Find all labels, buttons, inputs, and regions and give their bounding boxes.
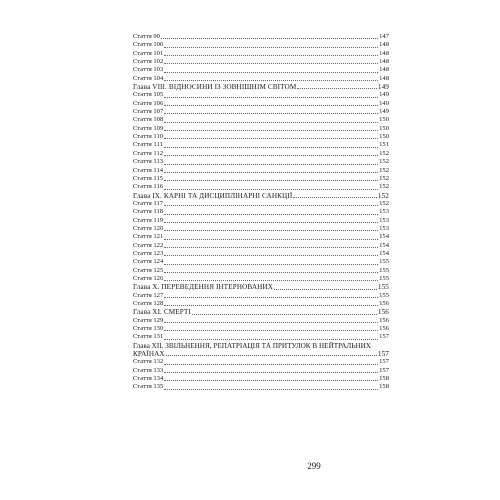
toc-entry-page: 155 bbox=[379, 258, 389, 266]
toc-entry-label: Стаття 117 bbox=[133, 199, 164, 207]
toc-entry-page: 148 bbox=[379, 66, 389, 74]
toc-entry-label: Стаття 115 bbox=[133, 174, 164, 182]
dot-leader bbox=[297, 88, 377, 89]
toc-entry-label: Стаття 112 bbox=[133, 149, 164, 157]
toc-entry-page: 148 bbox=[379, 41, 389, 49]
toc-entry-page: 152 bbox=[379, 149, 389, 157]
toc-entry-label: Стаття 127 bbox=[133, 291, 164, 299]
dot-leader bbox=[164, 105, 378, 106]
toc-entry-page: 158 bbox=[379, 375, 389, 383]
toc-chapter-entry[interactable] bbox=[133, 308, 389, 316]
toc-entry-label: Стаття 133 bbox=[133, 366, 164, 374]
toc-entry-page: 152 bbox=[379, 158, 389, 166]
toc-entry-label: Стаття 129 bbox=[133, 316, 164, 324]
toc-entry-label: Стаття 105 bbox=[133, 91, 164, 99]
dot-leader bbox=[164, 113, 378, 114]
dot-leader bbox=[164, 389, 378, 390]
toc-entry-label: Стаття 103 bbox=[133, 66, 164, 74]
dot-leader bbox=[164, 297, 378, 298]
toc-entry-label: Стаття 106 bbox=[133, 99, 164, 107]
toc-article-entry[interactable] bbox=[133, 167, 389, 175]
toc-entry-page: 150 bbox=[379, 124, 389, 132]
toc-article-entry[interactable] bbox=[133, 50, 389, 58]
toc-entry-page: 155 bbox=[379, 274, 389, 282]
toc-entry-page: 154 bbox=[379, 249, 389, 257]
toc-chapter-entry[interactable] bbox=[133, 83, 389, 91]
toc-article-entry[interactable] bbox=[133, 33, 389, 41]
toc-entry-page: 155 bbox=[379, 266, 389, 274]
toc-entry-label: Стаття 108 bbox=[133, 116, 164, 124]
dot-leader bbox=[164, 339, 378, 340]
toc-article-entry[interactable] bbox=[133, 208, 389, 216]
dot-leader bbox=[164, 122, 378, 123]
toc-entry-page: 148 bbox=[379, 49, 389, 57]
dot-leader bbox=[164, 247, 378, 248]
toc-chapter-entry[interactable] bbox=[133, 350, 389, 358]
toc-entry-page: 149 bbox=[379, 91, 389, 99]
toc-article-entry[interactable] bbox=[133, 116, 389, 124]
toc-article-entry[interactable] bbox=[133, 141, 389, 149]
toc-entry-page: 153 bbox=[379, 208, 389, 216]
toc-article-entry[interactable] bbox=[133, 317, 389, 325]
toc-entry-page: 149 bbox=[377, 83, 389, 92]
toc-chapter-heading-line: Глава XII. ЗВІЛЬНЕННЯ, РЕПАТРІАЦІЯ ТА ПРИТУЛОК В НЕЙТРАЛЬНИХ bbox=[133, 341, 371, 350]
toc-entry-label: КРАЇНАХ bbox=[133, 350, 165, 359]
dot-leader bbox=[164, 239, 378, 240]
toc-entry-label: Стаття 102 bbox=[133, 58, 164, 66]
toc-entry-label: Стаття 99 bbox=[133, 33, 160, 40]
toc-entry-page: 148 bbox=[379, 58, 389, 66]
dot-leader bbox=[164, 80, 378, 81]
toc-article-entry[interactable] bbox=[133, 300, 389, 308]
toc-entry-label: Стаття 110 bbox=[133, 133, 164, 141]
toc-entry-label: Стаття 100 bbox=[133, 41, 164, 49]
toc-entry-page: 150 bbox=[379, 133, 389, 141]
toc-entry-page: 153 bbox=[379, 224, 389, 232]
toc-entry-label: Стаття 124 bbox=[133, 258, 164, 266]
toc-article-entry[interactable] bbox=[133, 175, 389, 183]
toc-article-entry[interactable] bbox=[133, 41, 389, 49]
toc-article-entry[interactable] bbox=[133, 125, 389, 133]
dot-leader bbox=[164, 47, 378, 48]
toc-article-entry[interactable] bbox=[133, 200, 389, 208]
dot-leader bbox=[164, 55, 378, 56]
toc-entry-page: 155 bbox=[379, 291, 389, 299]
toc-entry-page: 156 bbox=[377, 308, 389, 317]
toc-entry-page: 148 bbox=[379, 74, 389, 82]
toc-chapter-entry[interactable] bbox=[133, 192, 389, 200]
toc-entry-label: Стаття 101 bbox=[133, 49, 164, 57]
toc-entry-page: 152 bbox=[379, 174, 389, 182]
toc-entry-page: 152 bbox=[377, 191, 389, 200]
toc-entry-label: Стаття 107 bbox=[133, 108, 164, 116]
toc-entry-page: 157 bbox=[379, 333, 389, 341]
dot-leader bbox=[164, 180, 378, 181]
toc-article-entry[interactable] bbox=[133, 108, 389, 116]
toc-entry-label: Стаття 131 bbox=[133, 333, 164, 341]
dot-leader bbox=[164, 130, 378, 131]
toc-article-entry[interactable] bbox=[133, 333, 389, 341]
dot-leader bbox=[164, 264, 378, 265]
toc-entry-page: 147 bbox=[379, 33, 389, 40]
page-number: 299 bbox=[307, 461, 321, 471]
dot-leader bbox=[164, 380, 378, 381]
toc-entry-page: 152 bbox=[379, 199, 389, 207]
dot-leader bbox=[164, 372, 378, 373]
toc-entry-label: Стаття 104 bbox=[133, 74, 164, 82]
toc-chapter-entry[interactable] bbox=[133, 283, 389, 291]
toc-entry-label: Стаття 113 bbox=[133, 158, 164, 166]
toc-entry-label: Глава X. ПЕРЕВЕДЕННЯ ІНТЕРНОВАНИХ bbox=[133, 283, 274, 292]
toc-entry-page: 157 bbox=[377, 350, 389, 359]
toc-entry-label: Стаття 109 bbox=[133, 124, 164, 132]
toc-entry-label: Стаття 118 bbox=[133, 208, 164, 216]
toc-entry-label: Стаття 121 bbox=[133, 233, 164, 241]
toc-article-entry[interactable] bbox=[133, 100, 389, 108]
toc-article-entry[interactable] bbox=[133, 58, 389, 66]
toc-article-entry[interactable] bbox=[133, 133, 389, 141]
toc-article-entry[interactable] bbox=[133, 233, 389, 241]
toc-article-entry[interactable] bbox=[133, 267, 389, 275]
dot-leader bbox=[164, 138, 378, 139]
toc-entry-page: 158 bbox=[379, 383, 389, 391]
toc-entry-page: 152 bbox=[379, 166, 389, 174]
toc-entry-label: Стаття 122 bbox=[133, 241, 164, 249]
toc-entry-page: 157 bbox=[379, 366, 389, 374]
dot-leader bbox=[161, 38, 378, 39]
toc-article-entry[interactable] bbox=[133, 250, 389, 258]
dot-leader bbox=[164, 155, 378, 156]
dot-leader bbox=[164, 97, 378, 98]
toc-entry-page: 153 bbox=[379, 216, 389, 224]
dot-leader bbox=[164, 322, 378, 323]
dot-leader bbox=[164, 72, 378, 73]
toc-entry-label: Стаття 114 bbox=[133, 166, 164, 174]
dot-leader bbox=[164, 255, 378, 256]
toc-entry-label: Глава XI. СМЕРТІ bbox=[133, 308, 191, 317]
toc-article-entry[interactable] bbox=[133, 358, 389, 366]
toc-article-entry[interactable] bbox=[133, 242, 389, 250]
toc-article-entry[interactable] bbox=[133, 225, 389, 233]
toc-article-entry[interactable] bbox=[133, 258, 389, 266]
dot-leader bbox=[192, 314, 377, 315]
toc-entry-label: Стаття 132 bbox=[133, 358, 164, 366]
toc-entry-label: Стаття 128 bbox=[133, 300, 164, 307]
toc-article-entry[interactable] bbox=[133, 66, 389, 74]
toc-entry-page: 157 bbox=[379, 358, 389, 366]
dot-leader bbox=[164, 280, 378, 281]
toc-entry-page: 149 bbox=[379, 99, 389, 107]
toc-entry-label: Глава IX. КАРНІ ТА ДИСЦИПЛІНАРНІ САНКЦІЇ bbox=[133, 191, 293, 200]
toc-entry-label: Стаття 130 bbox=[133, 325, 164, 333]
toc-entry-label: Стаття 123 bbox=[133, 249, 164, 257]
toc-article-entry[interactable] bbox=[133, 383, 389, 391]
toc-entry-label: Стаття 119 bbox=[133, 216, 164, 224]
toc-article-entry[interactable] bbox=[133, 275, 389, 283]
toc-entry-page: 149 bbox=[379, 108, 389, 116]
toc-entry-page: 154 bbox=[379, 233, 389, 241]
dot-leader bbox=[164, 164, 378, 165]
dot-leader bbox=[293, 197, 377, 198]
dot-leader bbox=[164, 330, 378, 331]
toc-article-entry[interactable] bbox=[133, 91, 389, 99]
toc-entry-page: 156 bbox=[379, 316, 389, 324]
dot-leader bbox=[164, 305, 378, 306]
dot-leader bbox=[166, 355, 377, 356]
toc-entry-page: 155 bbox=[377, 283, 389, 292]
toc-article-entry[interactable] bbox=[133, 183, 389, 191]
toc-article-entry[interactable] bbox=[133, 158, 389, 166]
table-of-contents bbox=[133, 33, 389, 392]
toc-entry-label: Стаття 116 bbox=[133, 183, 164, 191]
toc-entry-page: 154 bbox=[379, 241, 389, 249]
toc-entry-label: Стаття 125 bbox=[133, 266, 164, 274]
dot-leader bbox=[164, 222, 378, 223]
dot-leader bbox=[164, 189, 378, 190]
toc-entry-page: 156 bbox=[379, 300, 389, 307]
toc-article-entry[interactable] bbox=[133, 217, 389, 225]
toc-article-entry[interactable] bbox=[133, 292, 389, 300]
dot-leader bbox=[164, 230, 378, 231]
toc-entry-page: 152 bbox=[379, 183, 389, 191]
toc-entry-label: Глава VIII. ВІДНОСИНИ ІЗ ЗОВНІШНІМ СВІТОМ bbox=[133, 83, 297, 92]
dot-leader bbox=[164, 63, 378, 64]
toc-article-entry[interactable] bbox=[133, 150, 389, 158]
toc-entry-page: 150 bbox=[379, 116, 389, 124]
dot-leader bbox=[164, 205, 378, 206]
toc-entry-label: Стаття 134 bbox=[133, 375, 164, 383]
dot-leader bbox=[164, 172, 378, 173]
dot-leader bbox=[274, 289, 377, 290]
dot-leader bbox=[164, 272, 378, 273]
dot-leader bbox=[164, 214, 378, 215]
toc-entry-label: Стаття 126 bbox=[133, 274, 164, 282]
toc-article-entry[interactable] bbox=[133, 367, 389, 375]
toc-entry-page: 156 bbox=[379, 325, 389, 333]
toc-entry-page: 151 bbox=[379, 141, 389, 149]
toc-article-entry[interactable] bbox=[133, 75, 389, 83]
toc-entry-label: Стаття 120 bbox=[133, 224, 164, 232]
toc-article-entry[interactable] bbox=[133, 325, 389, 333]
toc-article-entry[interactable] bbox=[133, 375, 389, 383]
dot-leader bbox=[164, 364, 378, 365]
dot-leader bbox=[164, 147, 378, 148]
toc-entry-label: Стаття 135 bbox=[133, 383, 164, 391]
toc-entry-label: Стаття 111 bbox=[133, 141, 163, 149]
